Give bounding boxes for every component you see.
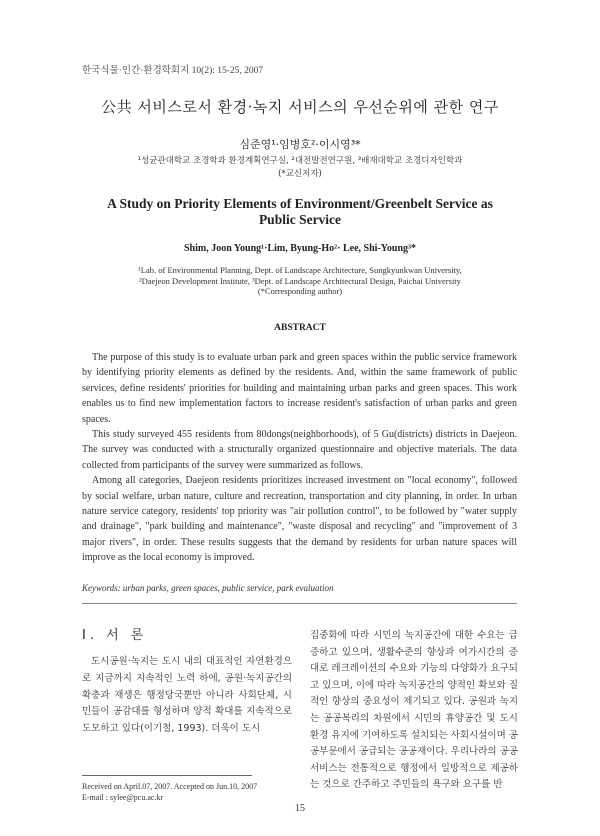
- abstract-body: [82, 350, 517, 566]
- right-column: [310, 628, 518, 794]
- english-title: A Study on Priority Elements of Environment/Greenbelt Service as Public Service: [107, 196, 493, 227]
- left-column-paragraph: 도시공원·녹지는 도시 내의 대표적인 자연환경으로 지금까지 지속적인 노력 하에, 공원·녹지공간의 확충과 재생은 행정당국뿐만 아니라 사회단체, 시민들이 공감대를 형성하며 양적 확대를 지속적으로 도모하고 있다(이기철, 1993). 더욱이 도시: [82, 656, 292, 735]
- english-affiliation-line2: ²Daejeon Development Institute, ³Dept. of Landscape Architectural Design, Paichai University: [139, 275, 461, 286]
- korean-affiliation-line1: ¹성균관대학교 조경학과 환경계획연구실, ²대전발전연구원, ³배재대학교 조경디자인학과: [137, 156, 463, 166]
- journal-header: 한국식물·인간·환경학회지 10(2): 15-25, 2007: [82, 66, 264, 76]
- abstract-heading: ABSTRACT: [274, 323, 326, 333]
- korean-affiliation: [0, 155, 600, 181]
- english-affiliation: [0, 265, 600, 297]
- page-number: 15: [295, 803, 305, 814]
- english-affiliation-line3: (*Corresponding author): [257, 286, 343, 296]
- right-column-paragraph: 집중화에 따라 시민의 녹지공간에 대한 수요는 급증하고 있으며, 생활수준의 향상과 여가시간의 증대로 레크레이션의 수요와 기능의 다양화가 요구되고 있으며, 이에 따라 녹지공간의 양적인 확보와 질적인 향상의 중요성이 제기되고 있다. 공원과 녹지는 공공복리의 차원에서 시민의 휴양공간 및 도시환경 유지에 기여하도록 설치되는 사회시설이며 공공부문에서 공급되는 공공재이다. 우리나라의 공공서비스는 전통적으로 행정에서 일방적으로 제공하는 것으로 간주하고 주민들의 욕구와 요구를 반: [310, 630, 518, 791]
- abstract-paragraph-1: The purpose of this study is to evaluate urban park and green spaces within the public service framework by identifying priority elements as defined by the residents. And, within the same framework of public services, define residents' priorities for building and maintaining urban parks and green spaces. This work enables us to find new implementation factors to increase resident's satisfaction of urban parks and green spaces.: [82, 352, 517, 425]
- footnote: [82, 781, 257, 803]
- english-authors: Shim, Joon Young¹·Lim, Byung-Ho²· Lee, Shi-Young³*: [183, 243, 417, 254]
- korean-title: 公共 서비스로서 환경·녹지 서비스의 우선순위에 관한 연구: [101, 98, 499, 116]
- section-heading-introduction: Ⅰ. 서 론: [82, 628, 148, 643]
- section-divider: [82, 603, 517, 604]
- korean-affiliation-line2: (*교신저자): [278, 169, 322, 179]
- footnote-email: E-mail : sylee@pcu.ac.kr: [82, 793, 164, 802]
- abstract-paragraph-3: Among all categories, Daejeon residents prioritizes increased investment on "local economy", followed by social welfare, urban nature, culture and recreation, transportation and city planning, in order. In urban nature service category, residents' top priority was "air pollution control", to be followed by "water supply and drainage", "park building and maintenance", "waste disposal and recycling" and "improvement of 3 major rivers", in order. These results suggests that the demand by residents for urban nature spaces will improve as the local economy is improved.: [82, 475, 517, 564]
- footnote-received: Received on April.07, 2007. Accepted on Jun.10, 2007: [82, 782, 258, 791]
- left-column: [82, 654, 292, 738]
- korean-authors: 심준영¹·임병호²·이시영³*: [239, 138, 361, 151]
- abstract-paragraph-2: This study surveyed 455 residents from 80dongs(neighborhoods), of 5 Gu(districts) districts in Daejeon. The survey was conducted with a structurally organized questionnaire and objective materials. The data collected from participants of the survey were summarized as follows.: [82, 429, 517, 471]
- footnote-rule: [82, 775, 252, 776]
- keywords: Keywords: urban parks, green spaces, public service, park evaluation: [82, 583, 334, 593]
- english-affiliation-line1: ¹Lab. of Environmental Planning, Dept. of Landscape Architecture, Sungkyunkwan University,: [138, 265, 462, 275]
